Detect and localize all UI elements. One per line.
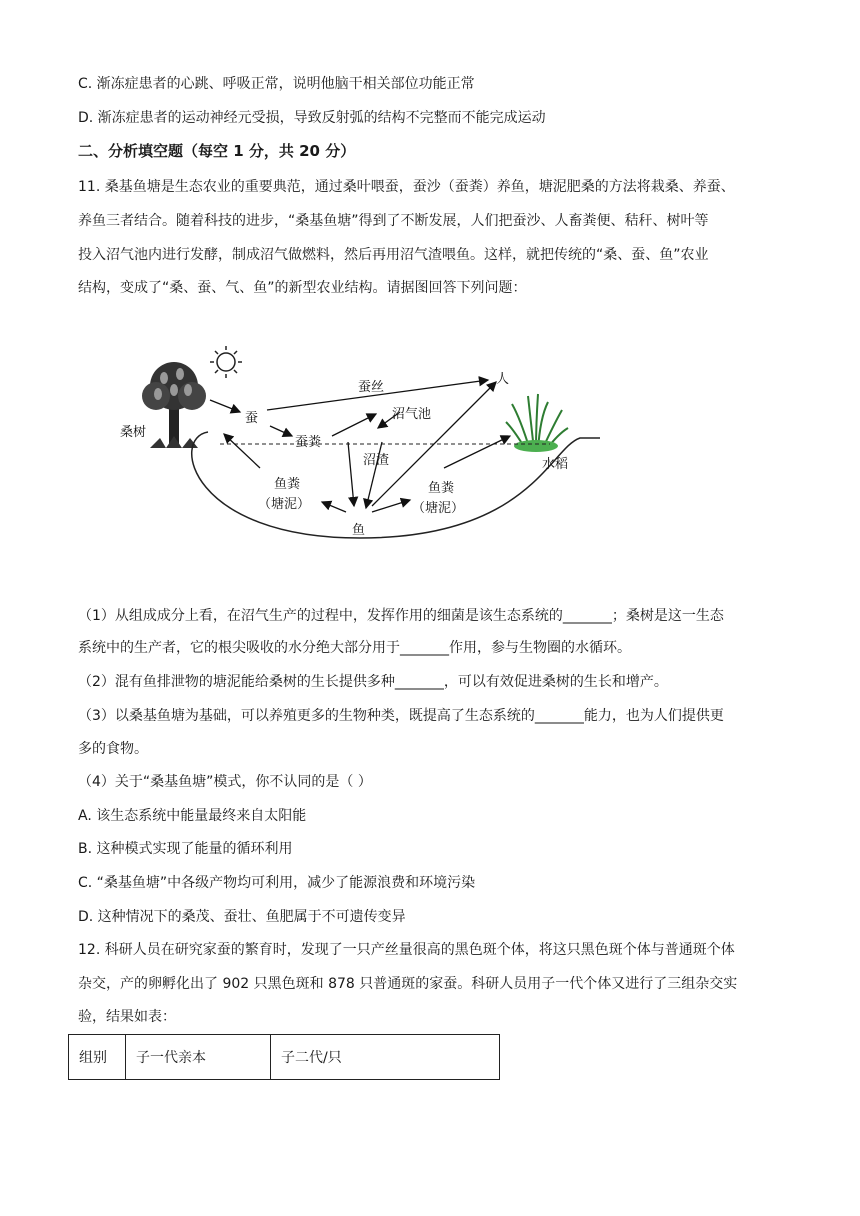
label-biogas-pool: 沼气池 — [392, 407, 432, 422]
table-header-row — [69, 1035, 500, 1080]
option-c: C. “桑基鱼塘”中各级产物均可利用，减少了能源浪费和环境污染 — [78, 875, 476, 891]
table-header-cell: 子二代/只 — [271, 1035, 500, 1080]
section-heading: 二、分析填空题（每空 1 分，共 20 分） — [78, 142, 356, 160]
label-mulberry: 桑树 — [120, 425, 147, 440]
q11-text-line: 投入沼气池内进行发酵，制成沼气做燃料，然后再用沼气渣喂鱼。这样，就把传统的“桑、蚕、鱼”农业 — [78, 247, 709, 263]
label-pond-mud-left: （塘泥） — [258, 497, 311, 512]
sun-icon — [210, 346, 242, 378]
option-d-previous: D. 渐冻症患者的运动神经元受损，导致反射弧的结构不完整而不能完成运动 — [78, 110, 546, 126]
mulberry-fish-pond-diagram — [110, 338, 610, 558]
label-fish-feces-right: 鱼粪 — [428, 481, 455, 496]
label-pond-mud-right: （塘泥） — [412, 501, 465, 516]
flow-arrows — [210, 380, 510, 512]
q11-text-line: 11. 桑基鱼塘是生态农业的重要典范，通过桑叶喂蚕，蚕沙（蚕粪）养鱼，塘泥肥桑的方法将栽桑、养蚕、 — [78, 179, 735, 195]
q12-text-line: 杂交，产的卵孵化出了 902 只黑色斑和 878 只普通斑的家蚕。科研人员用子一代个体又进行了三组杂交实 — [78, 976, 738, 992]
q11-part1-line: 系统中的生产者，它的根尖吸收的水分绝大部分用于_______作用，参与生物圈的水循环。 — [78, 640, 631, 656]
label-fish: 鱼 — [352, 523, 366, 538]
option-b: B. 这种模式实现了能量的循环利用 — [78, 841, 293, 857]
q11-part3-line: 多的食物。 — [78, 741, 148, 757]
rice-plant-icon — [506, 394, 568, 452]
label-fish-feces-left: 鱼粪 — [274, 477, 301, 492]
cross-results-table — [68, 1034, 500, 1080]
label-silkworm: 蚕 — [245, 411, 259, 426]
option-d: D. 这种情况下的桑茂、蚕壮、鱼肥属于不可遗传变异 — [78, 909, 406, 925]
q11-part4: （4）关于“桑基鱼塘”模式，你不认同的是（ ） — [78, 774, 372, 790]
q11-text-line: 养鱼三者结合。随着科技的进步，“桑基鱼塘”得到了不断发展，人们把蚕沙、人畜粪便、秸秆、树叶等 — [78, 213, 709, 229]
q12-text-line: 12. 科研人员在研究家蚕的繁育时，发现了一只产丝量很高的黑色斑个体，将这只黑色斑个体与普通斑个体 — [78, 942, 735, 958]
label-biogas-residue: 沼渣 — [363, 453, 390, 468]
option-c-previous: C. 渐冻症患者的心跳、呼吸正常，说明他脑干相关部位功能正常 — [78, 76, 475, 92]
label-rice: 水稻 — [542, 457, 569, 472]
q12-text-line: 验，结果如表： — [78, 1009, 176, 1025]
q11-part2: （2）混有鱼排泄物的塘泥能给桑树的生长提供多种_______，可以有效促进桑树的生长和增产。 — [78, 674, 668, 690]
label-silkworm-feces: 蚕粪 — [295, 435, 322, 450]
label-silk: 蚕丝 — [358, 380, 385, 395]
table-header-cell: 子一代亲本 — [126, 1035, 271, 1080]
q11-text-line: 结构，变成了“桑、蚕、气、鱼”的新型农业结构。请据图回答下列问题： — [78, 280, 527, 296]
q11-part3-line: （3）以桑基鱼塘为基础，可以养殖更多的生物种类，既提高了生态系统的_______能力，也为人们提供更 — [78, 708, 724, 724]
table-header-cell: 组别 — [69, 1035, 126, 1080]
label-human: 人 — [496, 372, 510, 387]
option-a: A. 该生态系统中能量最终来自太阳能 — [78, 808, 307, 824]
q11-part1-line: （1）从组成成分上看，在沼气生产的过程中，发挥作用的细菌是该生态系统的_______；桑树是这一生态 — [78, 608, 724, 624]
mulberry-tree-icon — [142, 362, 206, 448]
